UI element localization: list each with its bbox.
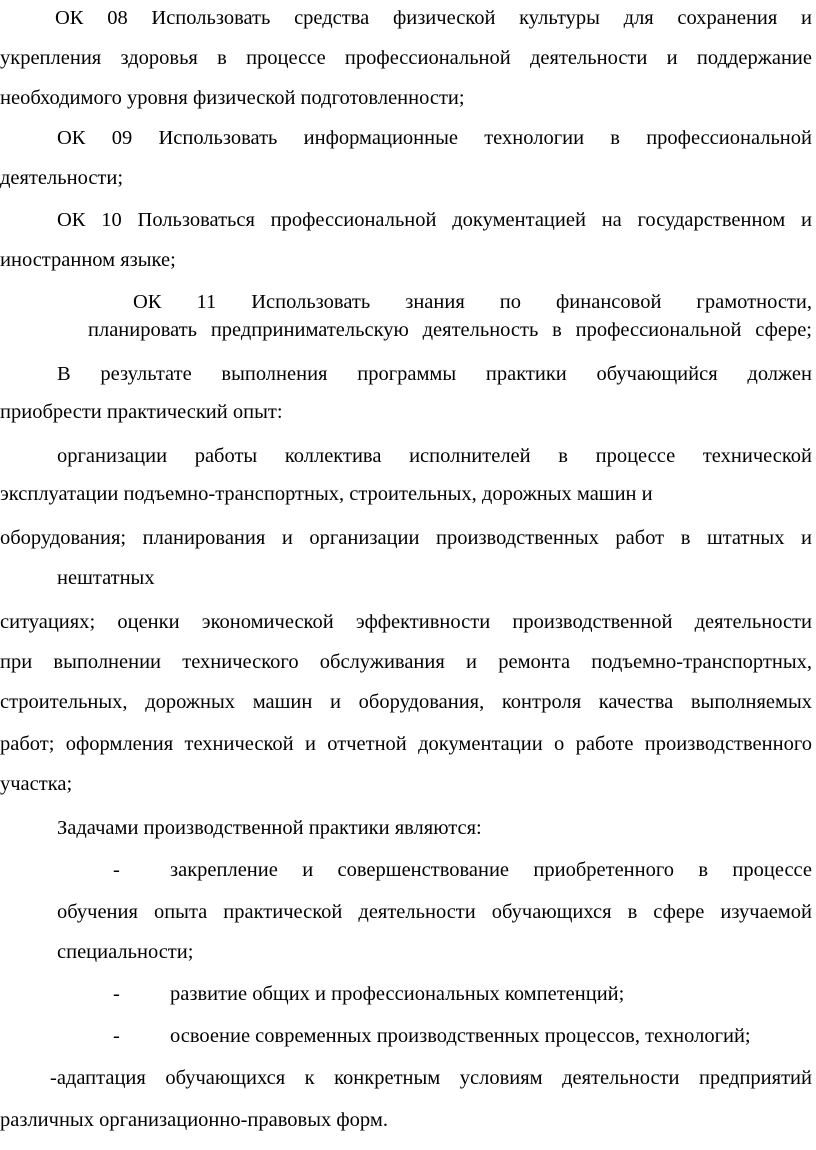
- text-line: развитие общих и профессиональных компетенций;: [170, 983, 625, 1005]
- text-line: закрепление и совершенствование приобретенного в процессе: [170, 859, 812, 881]
- text-line: нештатных: [57, 567, 155, 589]
- list-bullet: -: [113, 1025, 120, 1047]
- list-bullet: -: [113, 859, 120, 881]
- text-line: -адаптация обучающихся к конкретным условиям деятельности предприятий: [50, 1067, 812, 1089]
- list-bullet: -: [113, 983, 120, 1005]
- text-line: освоение современных производственных процессов, технологий;: [170, 1025, 751, 1047]
- text-line: Задачами производственной практики являются:: [57, 817, 482, 839]
- text-line: ОК 09 Использовать информационные технологии в профессиональной: [57, 127, 812, 149]
- text-line: ситуациях; оценки экономической эффективности производственной деятельности: [0, 611, 812, 633]
- text-line: специальности;: [57, 941, 194, 963]
- text-line: деятельности;: [0, 167, 124, 189]
- text-line: различных организационно-правовых форм.: [0, 1109, 388, 1131]
- text-line: при выполнении технического обслуживания и ремонта подъемно-транспортных,: [0, 651, 812, 673]
- text-line: ОК 11 Использовать знания по финансовой грамотности,: [133, 291, 812, 313]
- text-line: оборудования; планирования и организации производственных работ в штатных и: [0, 527, 812, 549]
- text-line: планировать предпринимательскую деятельность в профессиональной сфере;: [88, 319, 812, 341]
- text-line: В результате выполнения программы практики обучающийся должен: [57, 363, 812, 385]
- text-line: участка;: [0, 773, 73, 795]
- text-line: организации работы коллектива исполнителей в процессе технической: [57, 445, 812, 467]
- text-line: эксплуатации подъемно-транспортных, строительных, дорожных машин и: [0, 483, 653, 505]
- text-line: ОК 08 Использовать средства физической культуры для сохранения и: [55, 7, 812, 29]
- text-line: приобрести практический опыт:: [0, 401, 283, 423]
- text-line: иностранном языке;: [0, 249, 176, 271]
- text-line: укрепления здоровья в процессе профессиональной деятельности и поддержание: [0, 47, 812, 69]
- text-line: ОК 10 Пользоваться профессиональной документацией на государственном и: [57, 209, 812, 231]
- text-line: строительных, дорожных машин и оборудования, контроля качества выполняемых: [0, 691, 812, 713]
- text-line: работ; оформления технической и отчетной документации о работе производственного: [0, 733, 812, 755]
- text-line: необходимого уровня физической подготовленности;: [0, 87, 465, 109]
- text-line: обучения опыта практической деятельности обучающихся в сфере изучаемой: [57, 901, 812, 923]
